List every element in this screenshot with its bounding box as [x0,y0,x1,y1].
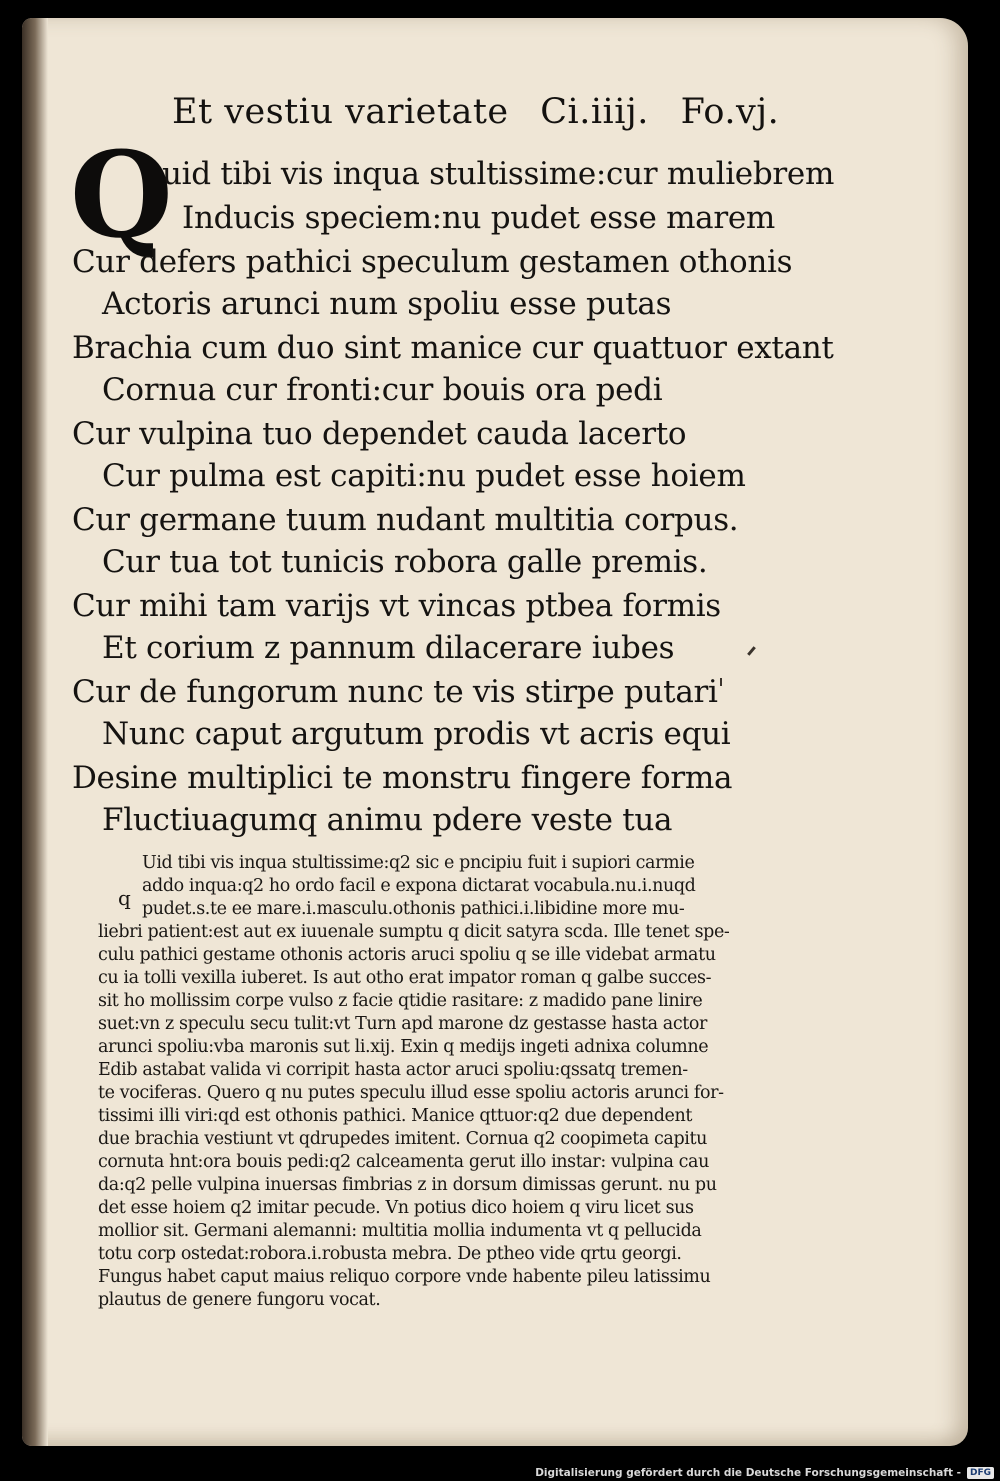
verse-line: Fluctiuagumq animu pdere veste tua [102,802,673,838]
verse-line: Et corium z pannum dilacerare iubes [102,630,675,666]
commentary-line: sit ho mollissim corpe vulso z facie qtidie rasitare: z madido pane linire [98,991,703,1011]
commentary-line: Fungus habet caput maius reliquo corpore vnde habente pileu latissimu [98,1267,711,1287]
header-signature: Ci.iiij. [540,92,649,132]
commentary-line: plautus de genere fungoru vocat. [98,1290,381,1310]
verse-line: Cur de fungorum nunc te vis stirpe putari [72,674,718,710]
verse-line: uid tibi vis inqua stultissime:cur muliebrem [162,156,835,192]
commentary-line: due brachia vestiunt vt qdrupedes imitent. Cornua q2 coopimeta capitu [98,1129,707,1149]
verse-line: Actoris arunci num spoliu esse putas [102,286,672,322]
commentary-marginal-letter: q [118,886,131,910]
commentary-line: mollior sit. Germani alemanni: multitia mollia indumenta vt q pellucida [98,1221,702,1241]
commentary-line: liebri patient:est aut ex iuuenale sumptu q dicit satyra scda. Ille tenet spe- [98,922,730,942]
header-title: Et vestiu varietate [172,92,509,132]
paper-speck [747,646,756,656]
verse-line: Cur tua tot tunicis robora galle premis. [102,544,708,580]
commentary-line: da:q2 pelle vulpina inuersas fimbrias z in dorsum dimissas gerunt. nu pu [98,1175,717,1195]
verse-line: Desine multiplici te monstru fingere forma [72,760,733,796]
footer-text: Digitalisierung gefördert durch die Deutsche Forschungsgemeinschaft - [535,1467,961,1479]
commentary-line: tissimi illi viri:qd est othonis pathici. Manice qttuor:q2 due dependent [98,1106,692,1126]
dfg-logo-icon: DFG [967,1467,994,1479]
commentary-line: Uid tibi vis inqua stultissime:q2 sic e pncipiu fuit i supiori carmie [142,853,695,873]
verse-line: Cur vulpina tuo dependet cauda lacerto [72,416,687,452]
commentary-line: Edib astabat valida vi corripit hasta actor aruci spoliu:qssatq tremen- [98,1060,688,1080]
verse-line: Cur pulma est capiti:nu pudet esse hoiem [102,458,746,494]
verse-line: Brachia cum duo sint manice cur quattuor extant [72,330,834,366]
verse-line: Cornua cur fronti:cur bouis ora pedi [102,372,663,408]
commentary-line: det esse hoiem q2 imitar pecude. Vn potius dico hoiem q viru licet sus [98,1198,694,1218]
header-folio: Fo.vj. [680,92,780,132]
verse-line: Cur germane tuum nudant multitia corpus. [72,502,739,538]
verse-line: Nunc caput argutum prodis vt acris equi [102,716,731,752]
book-spine [22,18,48,1446]
verse-line: Cur defers pathici speculum gestamen othonis [72,244,793,280]
commentary-line: pudet.s.te ee mare.i.masculu.othonis pathici.i.libidine more mu- [142,899,685,919]
paper-speck [720,678,722,686]
footer-credit [535,1467,994,1479]
commentary-line: te vociferas. Quero q nu putes speculu illud esse spoliu actoris arunci for- [98,1083,724,1103]
commentary-line: arunci spoliu:vba maronis sut li.xij. Exin q medijs ingeti adnixa columne [98,1037,709,1057]
commentary-line: cu ia tolli vexilla iuberet. Is aut otho erat impator roman q galbe succes- [98,968,712,988]
commentary-line: totu corp ostedat:robora.i.robusta mebra. De ptheo vide qrtu georgi. [98,1244,682,1264]
decorated-initial: Q [70,125,173,264]
commentary-line: culu pathici gestame othonis actoris aruci spoliu q se ille videbat armatu [98,945,716,965]
verse-line: Inducis speciem:nu pudet esse marem [182,200,776,236]
commentary-line: suet:vn z speculu secu tulit:vt Turn apd marone dz gestasse hasta actor [98,1014,707,1034]
page-header [172,92,799,132]
book-page [22,18,968,1446]
commentary-line: addo inqua:q2 ho ordo facil e expona dictarat vocabula.nu.i.nuqd [142,876,696,896]
verse-line: Cur mihi tam varijs vt vincas ptbea formis [72,588,721,624]
commentary-line: cornuta hnt:ora bouis pedi:q2 calceamenta gerut illo instar: vulpina cau [98,1152,709,1172]
